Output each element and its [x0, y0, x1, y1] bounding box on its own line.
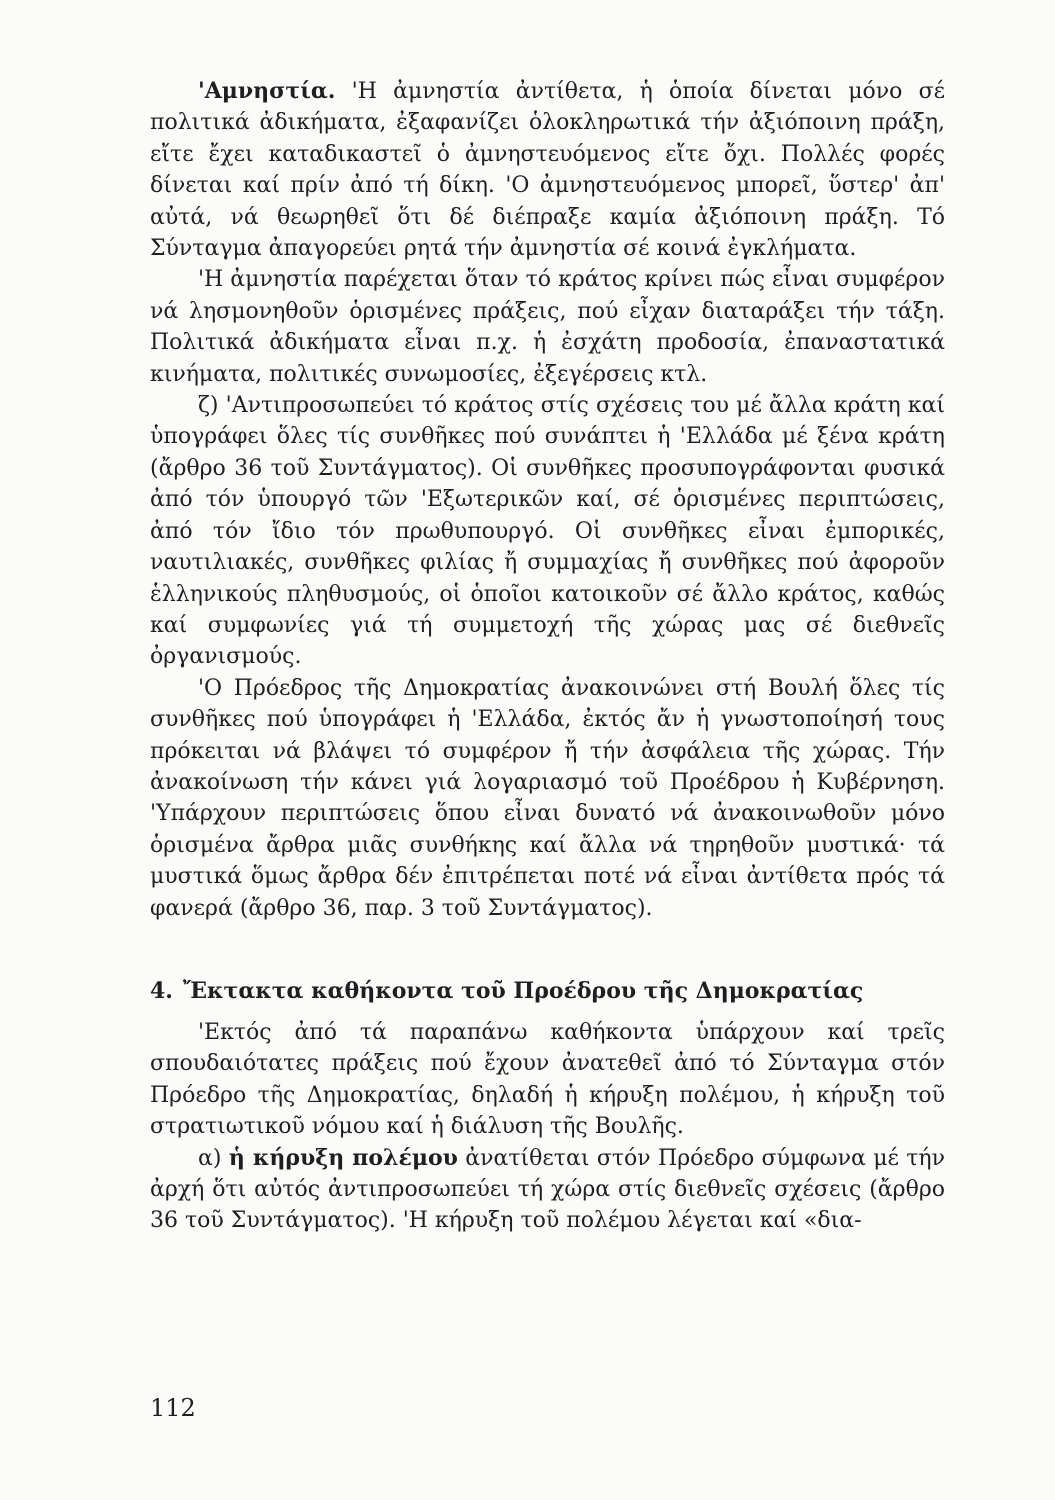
term-declaration-of-war: ἡ κήρυξη πολέμου [228, 1144, 458, 1171]
paragraph-declaration-text: ἀνατίθεται στόν Πρόεδρο σύμφωνα μέ τήν ἀρχή ὅτι αὐτός ἀντιπροσωπεύει τή χώρα στίς διεθνεῖς σχέσεις (ἄρθρο 36 τοῦ Συντάγματος). 'Η κήρυξη τοῦ πολέμου λέγεται καί «δια- [150, 1145, 945, 1234]
paragraph-amnesty-text: 'Η ἀμνηστία ἀντίθετα, ἡ ὁποία δίνεται μόνο σέ πολιτικά ἀδικήματα, ἐξαφανίζει ὁλοκληρωτικά τήν ἀξιόποινη πράξη, εἴτε ἔχει καταδικαστεῖ ὁ ἀμνηστευόμενος εἴτε ὄχι. Πολλές φορές δίνεται καί πρίν ἀπό τή δίκη. 'Ο ἀμνηστευόμενος μπορεῖ, ὕστερ' ἀπ' αὐτά, νά θεωρηθεῖ ὅτι δέ διέπραξε καμία ἀξιόποινη πράξη. Τό Σύνταγμα ἀπαγορεύει ρητά τήν ἀμνηστία σέ κοινά ἐγκλήματα. [150, 79, 945, 262]
section-heading [150, 976, 945, 1007]
paragraph-treaties: ζ) 'Αντιπροσωπεύει τό κράτος στίς σχέσεις του μέ ἄλλα κράτη καί ὑπογράφει ὅλες τίς συνθῆκες πού συνάπτει ἡ 'Ελλάδα μέ ξένα κράτη (ἄρθρο 36 τοῦ Συντάγματος). Οἱ συνθῆκες προσυπογράφονται φυσικά ἀπό τόν ὑπουργό τῶν 'Εξωτερικῶν καί, σέ ὁρισμένες περιπτώσεις, ἀπό τόν ἴδιο τόν πρωθυπουργό. Οἱ συνθῆκες εἶναι ἐμπορικές, ναυτιλιακές, συνθῆκες φιλίας ἤ συμμαχίας ἤ συνθῆκες πού ἀφοροῦν ἑλληνικούς πληθυσμούς, οἱ ὁποῖοι κατοικοῦν σέ ἄλλο κράτος, καθώς καί συμφωνίες γιά τή συμμετοχή τῆς χώρας μας σέ διεθνεῖς ὀργανισμούς. [150, 393, 945, 670]
paragraph-declaration-of-war [150, 1143, 945, 1237]
paragraph-extraordinary-duties: 'Εκτός ἀπό τά παραπάνω καθήκοντα ὑπάρχουν καί τρεῖς σπουδαιότατες πράξεις πού ἔχουν ἀνατεθεῖ ἀπό τό Σύνταγμα στόν Πρόεδρο τῆς Δημοκρατίας, δηλαδή ἡ κήρυξη πολέμου, ἡ κήρυξη τοῦ στρατιωτικοῦ νόμου καί ἡ διάλυση τῆς Βουλῆς. [150, 1019, 945, 1140]
term-amnesty: 'Αμνηστία. [198, 78, 336, 104]
page-number: 112 [150, 1394, 196, 1422]
paragraph-amnesty-purpose: 'Η ἀμνηστία παρέχεται ὅταν τό κράτος κρίνει πώς εἶναι συμφέρον νά λησμονηθοῦν ὁρισμένες πράξεις, πού εἶχαν διαταράξει τήν τάξη. Πολιτικά ἀδικήματα εἶναι π.χ. ἡ ἐσχάτη προδοσία, ἐπαναστατικά κινήματα, πολιτικές συνωμοσίες, ἐξεγέρσεις κτλ. [150, 267, 945, 387]
paragraph-amnesty [150, 76, 945, 264]
paragraph-treaty-announcement: 'Ο Πρόεδρος τῆς Δημοκρατίας ἀνακοινώνει στή Βουλή ὅλες τίς συνθῆκες πού ὑπογράφει ἡ 'Ελλάδα, ἐκτός ἄν ἡ γνωστοποίησή τους πρόκειται νά βλάψει τό συμφέρον ἤ τήν ἀσφάλεια τῆς χώρας. Τήν ἀνακοίνωση τήν κάνει γιά λογαριασμό τοῦ Προέδρου ἡ Κυβέρνηση. 'Υπάρχουν περιπτώσεις ὅπου εἶναι δυνατό νά ἀνακοινωθοῦν μόνο ὁρισμένα ἄρθρα μιᾶς συνθήκης καί ἄλλα νά τηρηθοῦν μυστικά· τά μυστικά ὅμως ἄρθρα δέν ἐπιτρέπεται ποτέ νά εἶναι ἀντίθετα πρός τά φανερά (ἄρθρο 36, παρ. 3 τοῦ Συντάγματος). [150, 675, 945, 921]
section-number: 4. [150, 977, 173, 1004]
item-prefix: α) [198, 1145, 229, 1171]
section-title: Ἔκτακτα καθήκοντα τοῦ Προέδρου τῆς Δημοκρατίας [182, 977, 864, 1004]
